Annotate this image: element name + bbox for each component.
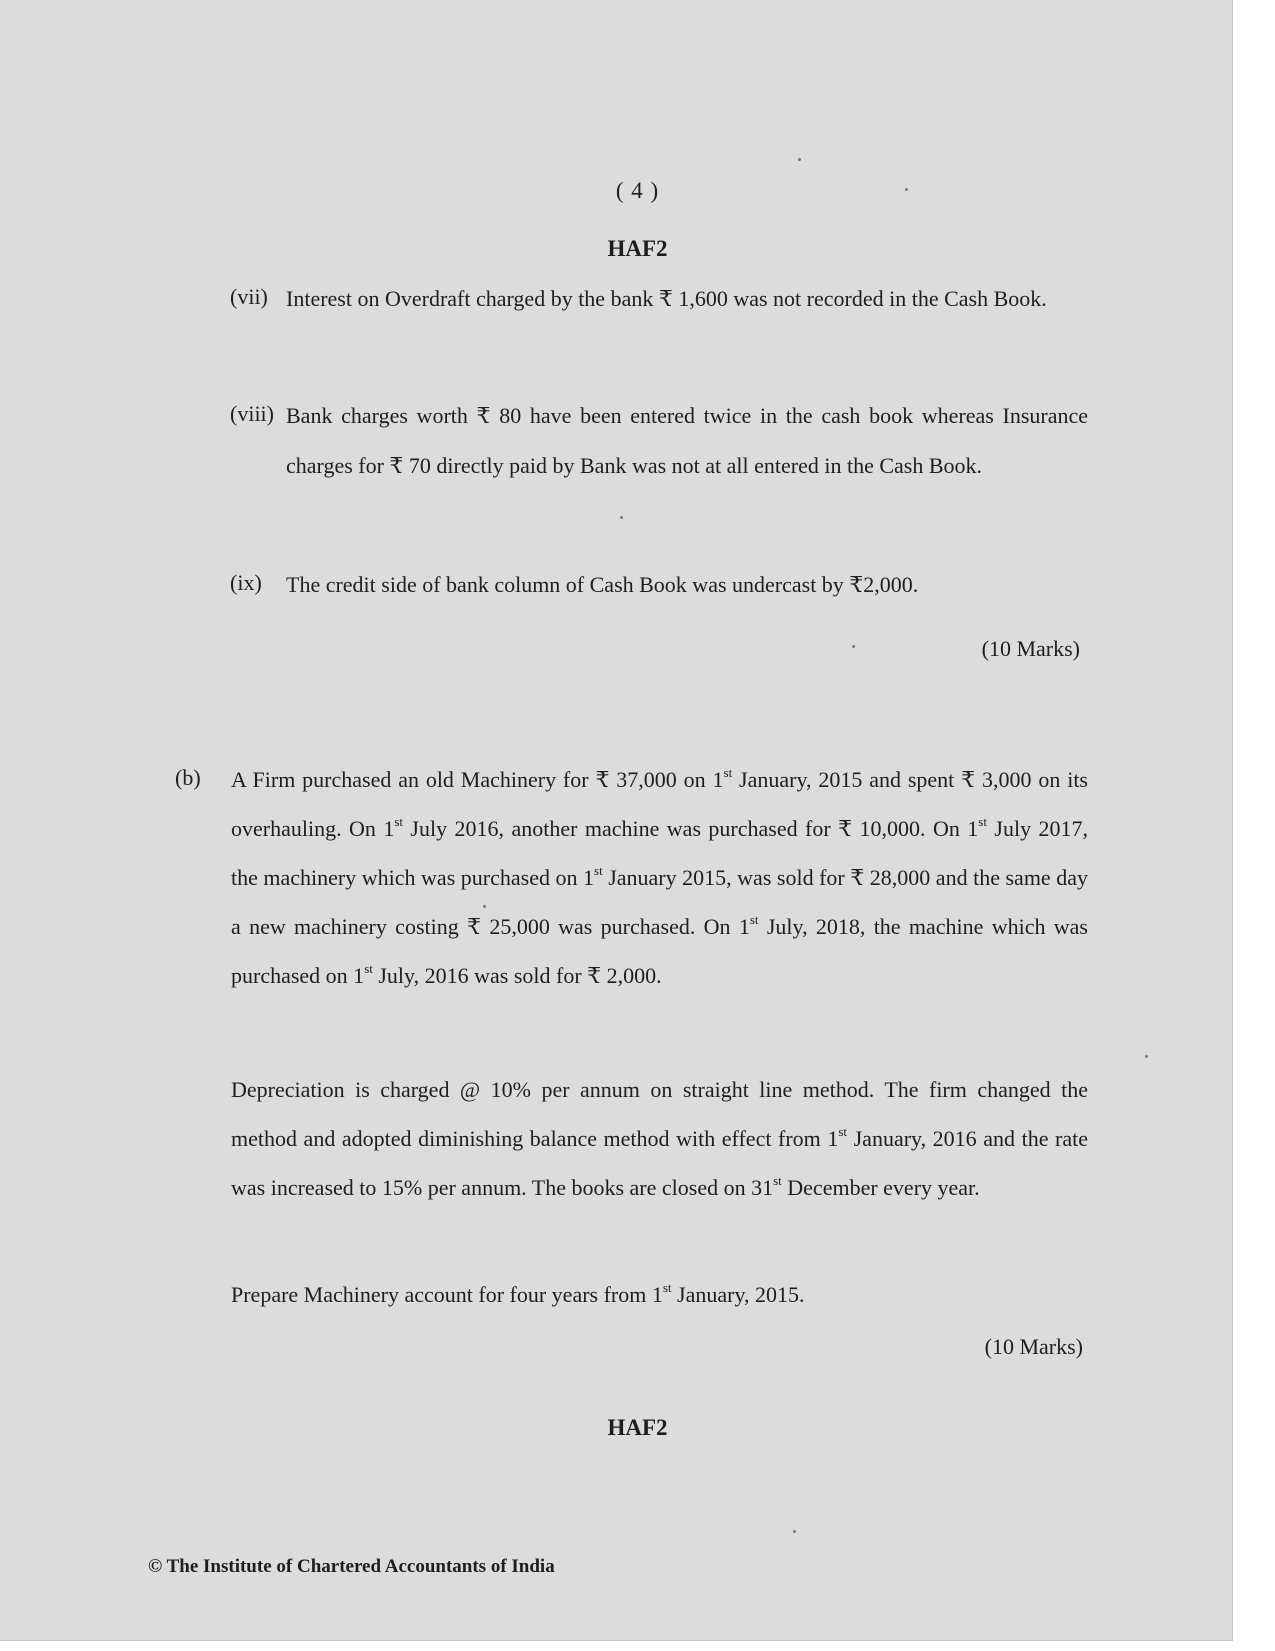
question-label-b: (b) [175, 765, 201, 790]
ordinal-sup: st [978, 813, 987, 829]
item-text-viii: Bank charges worth ₹ 80 have been entered twice in the cash book whereas Insurance charges for ₹ 70 directly paid by Bank was not at all entered in the Cash Book. [286, 403, 1088, 478]
item-number-ix: (ix) [230, 570, 262, 595]
copyright-footer: © The Institute of Chartered Accountants of India [148, 1556, 555, 1577]
marks-part-a: (10 Marks) [981, 636, 1080, 661]
ordinal-sup: st [838, 1123, 848, 1139]
ordinal-sup: st [662, 1279, 672, 1295]
marks-part-b: (10 Marks) [984, 1334, 1083, 1359]
item-number-viii: (viii) [230, 401, 274, 426]
ordinal-sup: st [364, 960, 373, 976]
ordinal-sup: st [723, 764, 733, 780]
question-b-paragraph-3: Prepare Machinery account for four years from 1st January, 2015. [231, 1279, 805, 1307]
item-text-vii: Interest on Overdraft charged by the bank ₹ 1,600 was not recorded in the Cash Book. [286, 286, 1047, 311]
item-text-ix: The credit side of bank column of Cash Book was undercast by ₹2,000. [286, 572, 919, 597]
question-b-paragraph-2: Depreciation is charged @ 10% per annum on straight line method. The firm changed the method and adopted diminishing balance method with effect from 1st January, 2016 and the rate was increased to 15% per annum. The books are closed on 31st December every year. [231, 1077, 1089, 1200]
paper-code-bottom: HAF2 [607, 1415, 668, 1440]
ordinal-sup: st [394, 813, 403, 829]
page-number: ( 4 ) [615, 178, 660, 203]
question-b-paragraph-1: A Firm purchased an old Machinery for ₹ 37,000 on 1st January, 2015 and spent ₹ 3,000 on its overhauling. On 1st July 2016, another machine was purchased for ₹ 10,000. On 1st July 2017, the machinery which was purchased on 1st January 2015, was sold for ₹ 28,000 and the same day a new machinery costing ₹ 25,000 was purchased. On 1st July, 2018, the machine which was purchased on 1st July, 2016 was sold for ₹ 2,000. [231, 764, 1088, 988]
item-number-vii: (vii) [230, 284, 268, 309]
paper-code-top: HAF2 [607, 236, 668, 261]
ordinal-sup: st [749, 911, 759, 927]
ordinal-sup: st [594, 862, 603, 878]
ordinal-sup: st [773, 1172, 782, 1188]
